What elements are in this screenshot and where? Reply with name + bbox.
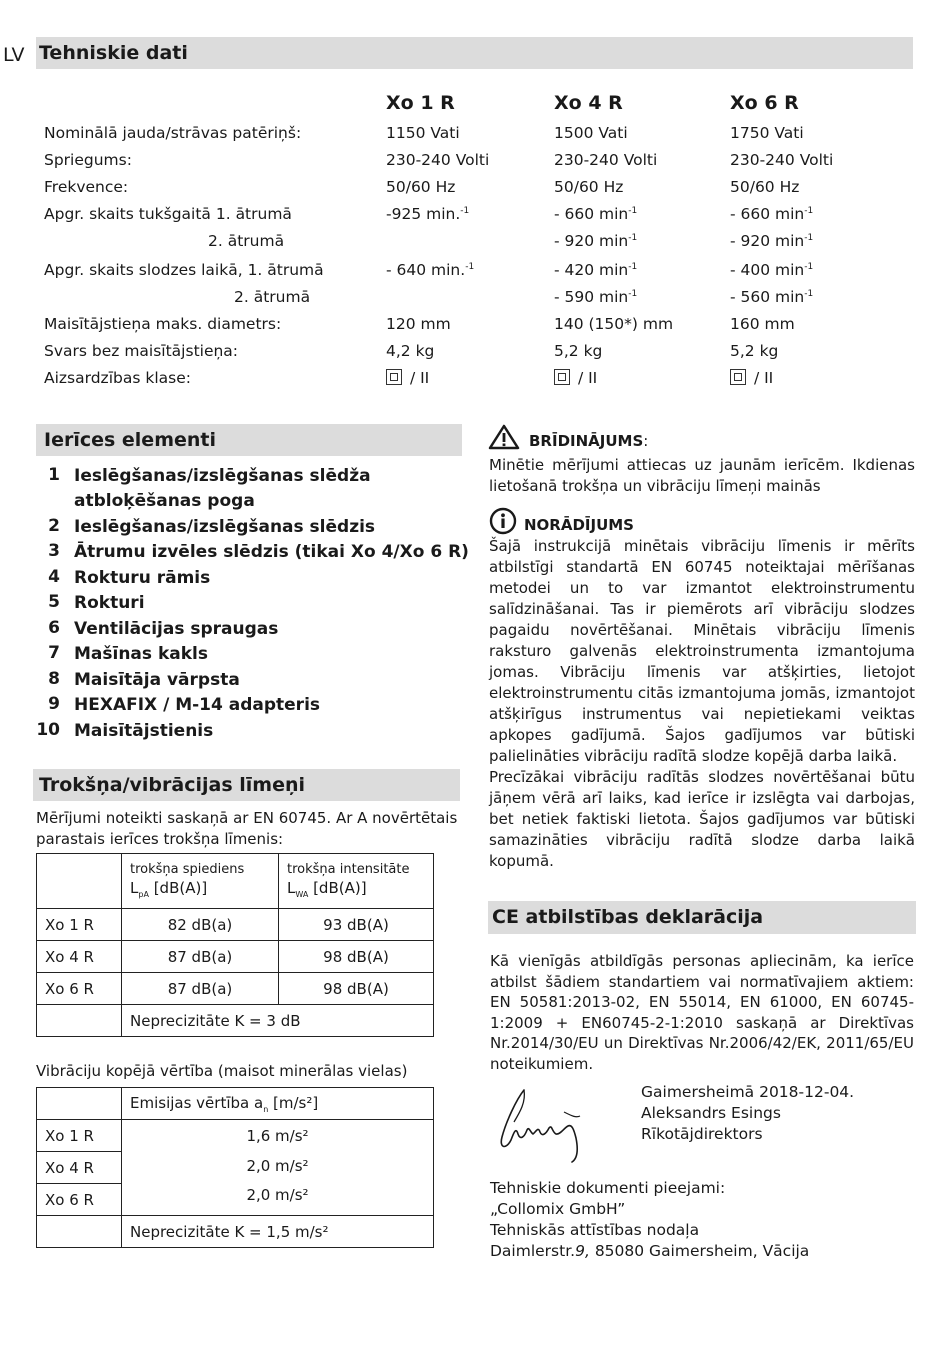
ce-text: Kā vienīgās atbildīgās personas apliecinām, ka ierīce atbilst šādiem standartiem vai normatīvajiem aktiem: EN 50581:2013-02, EN 55014, EN 61000, EN 60745-1:2009 + EN60745-2-1:2010 saskaņā ar Direktīvas Nr.2014/30/EU un Direktīvas Nr.2006/42/EK, 2011/65/EU noteikumiem.	[490, 952, 914, 1073]
spec-label: Apgr. skaits tukšgaitā 1. ātrumā	[44, 205, 292, 223]
table-row: Xo 4 R 87 dB(a) 98 dB(A)	[37, 941, 434, 973]
model-xo6r: Xo 6 R	[730, 92, 799, 114]
table-row: Neprecizitāte K = 3 dB	[37, 1005, 434, 1037]
technical-data-title: Tehniskie dati	[39, 42, 188, 64]
model-xo1r: Xo 1 R	[386, 92, 455, 114]
protection-class-icon	[554, 369, 570, 385]
warning-text: Minētie mērījumi attiecas uz jaunām ierīcēm. Ikdienas lietošanā trokšņa un vibrāciju līmeņi mainās	[489, 456, 915, 495]
spec-value: 1150 Vati	[386, 124, 460, 142]
spec-value: - 640 min.$^{-1}$	[386, 261, 475, 279]
signatory-name: Aleksandrs Esings	[641, 1104, 781, 1122]
spec-value: - 400 $\min^{-1}$	[730, 261, 814, 279]
spec-value: 5,2 kg	[554, 342, 603, 360]
warning-title: BRĪDINĀJUMS:	[529, 432, 649, 450]
spec-value: 1750 Vati	[730, 124, 804, 142]
info-icon	[489, 507, 517, 535]
spec-label: Nominālā jauda/strāvas patēriņš:	[44, 124, 302, 142]
signature	[494, 1082, 594, 1166]
spec-value: 230-240 Volti	[554, 151, 658, 169]
spec-value: / II	[554, 369, 597, 387]
vibration-intro: Vibrāciju kopējā vērtība (maisot minerālas vielas)	[36, 1062, 408, 1080]
signatory-block	[641, 1082, 854, 1145]
noise-col-pressure: trokšņa spiediens $L_{pA}$ [dB(A)]	[122, 854, 279, 909]
spec-value: 50/60 Hz	[554, 178, 624, 196]
spec-value: 50/60 Hz	[386, 178, 456, 196]
model-xo4r: Xo 4 R	[554, 92, 623, 114]
table-row: Xo 4 R	[37, 1152, 434, 1184]
spec-value: / II	[730, 369, 773, 387]
spec-value: 230-240 Volti	[730, 151, 834, 169]
spec-value: - 660 $\min^{-1}$	[730, 205, 814, 223]
spec-label: Aizsardzības klase:	[44, 369, 191, 387]
signatory-role: Rīkotājdirektors	[641, 1125, 763, 1143]
spec-value: 140 (150*) mm	[554, 315, 674, 333]
spec-value: - 920 $\min^{-1}$	[730, 232, 814, 250]
company-name: „Collomix GmbH”	[490, 1200, 626, 1218]
spec-label: Apgr. skaits slodzes laikā, 1. ātrumā	[44, 261, 324, 279]
spec-label: Svars bez maisītājstieņa:	[44, 342, 239, 360]
protection-class-icon	[730, 369, 746, 385]
ce-title: CE atbilstības deklarācija	[492, 906, 764, 928]
spec-value: - 660 $\min^{-1}$	[554, 205, 638, 223]
noise-table	[36, 853, 434, 1037]
spec-label: Maisītājstieņa maks. diametrs:	[44, 315, 282, 333]
table-row: Xo 1 R 82 dB(a) 93 dB(A)	[37, 909, 434, 941]
table-row: Xo 6 R 87 dB(a) 98 dB(A)	[37, 973, 434, 1005]
spec-value: - 590 $\min^{-1}$	[554, 288, 638, 306]
spec-value: - 420 $\min^{-1}$	[554, 261, 638, 279]
noise-title: Trokšņa/vibrācijas līmeņi	[39, 774, 305, 796]
table-row: Xo 6 R	[37, 1184, 434, 1216]
language-code: LV	[3, 44, 25, 66]
noise-col-intensity: trokšņa intensitāte $L_{WA}$ [dB(A)]	[279, 854, 434, 909]
vibration-header: Emisijas vērtība $a_n$ [m/s²]	[122, 1088, 434, 1120]
spec-value: 230-240 Volti	[386, 151, 490, 169]
spec-value: 50/60 Hz	[730, 178, 800, 196]
spec-model-header-row	[0, 92, 950, 118]
spec-value: 4,2 kg	[386, 342, 435, 360]
place-date: Gaimersheimā 2018-12-04.	[641, 1083, 855, 1101]
notice-text: Šajā instrukcijā minētais vibrāciju līmenis ir mērīts atbilstīgi standartā EN 60745 noteiktajai mērīšanas metodei un to var izmantot elektroinstrumentu salīdzināšanai. Tas ir piemērots arī vibrāciju slodzes pagaidu novērtēšanai. Minētais vibrāciju līmenis raksturo galvenās elektroinstrumenta izmantojuma jomas. Vibrāciju līmenis var atšķirties, lietojot elektroinstrumentu citās izmantojuma jomās, izmantojot atšķirīgus instrumentus vai nepietiekami veiktas apkopes gadījumā. Šajos gadījumos var būtiski palielināties vibrāciju radītā slodze kopējā darba laikā. Precīzākai vibrāciju radītās slodzes novērtēšanai būtu jāņem vērā arī laiks, kad ierīce ir izslēgta vai darbojas, bet netiek faktiski lietota. Šajos gadījumos var būtiski samazināties vibrāciju radītā slodze darba laikā kopumā.	[489, 537, 915, 870]
spec-label: Frekvence:	[44, 178, 129, 196]
spec-value: - 560 $\min^{-1}$	[730, 288, 814, 306]
spec-value: / II	[386, 369, 429, 387]
noise-intro: Mērījumi noteikti saskaņā ar EN 60745. Ar A novērtētais parastais ierīces trokšņa līmenis:	[36, 809, 458, 848]
documents-block	[490, 1178, 809, 1262]
spec-value: - 920 $\min^{-1}$	[554, 232, 638, 250]
notice-title: NORĀDĪJUMS	[524, 516, 634, 534]
spec-value: -925 min.$^{-1}$	[386, 205, 470, 223]
elements-title: Ierīces elementi	[44, 429, 217, 451]
spec-value: 160 mm	[730, 315, 795, 333]
spec-label: 2. ātrumā	[234, 288, 311, 306]
spec-value: 1500 Vati	[554, 124, 628, 142]
spec-label: 2. ātrumā	[208, 232, 285, 250]
spec-label: Spriegums:	[44, 151, 132, 169]
spec-value: 120 mm	[386, 315, 451, 333]
docs-title: Tehniskie dokumenti pieejami:	[490, 1179, 726, 1197]
spec-value: 5,2 kg	[730, 342, 779, 360]
table-row: Xo 1 R 1,6 m/s² 2,0 m/s² 2,0 m/s²	[37, 1120, 434, 1152]
address: Daimlerstr.9, 85080 Gaimersheim, Vācija	[490, 1242, 810, 1260]
warning-icon	[488, 424, 520, 450]
department: Tehniskās attīstības nodaļa	[490, 1221, 700, 1239]
vibration-table: Emisijas vērtība $a_n$ [m/s²] Xo 1 R 1,6 m/s² 2,0 m/s² 2,0 m/s² Xo 4 R Xo 6 R Neprecizitāte K = 1,5 m/s²	[36, 1087, 434, 1248]
protection-class-icon	[386, 369, 402, 385]
